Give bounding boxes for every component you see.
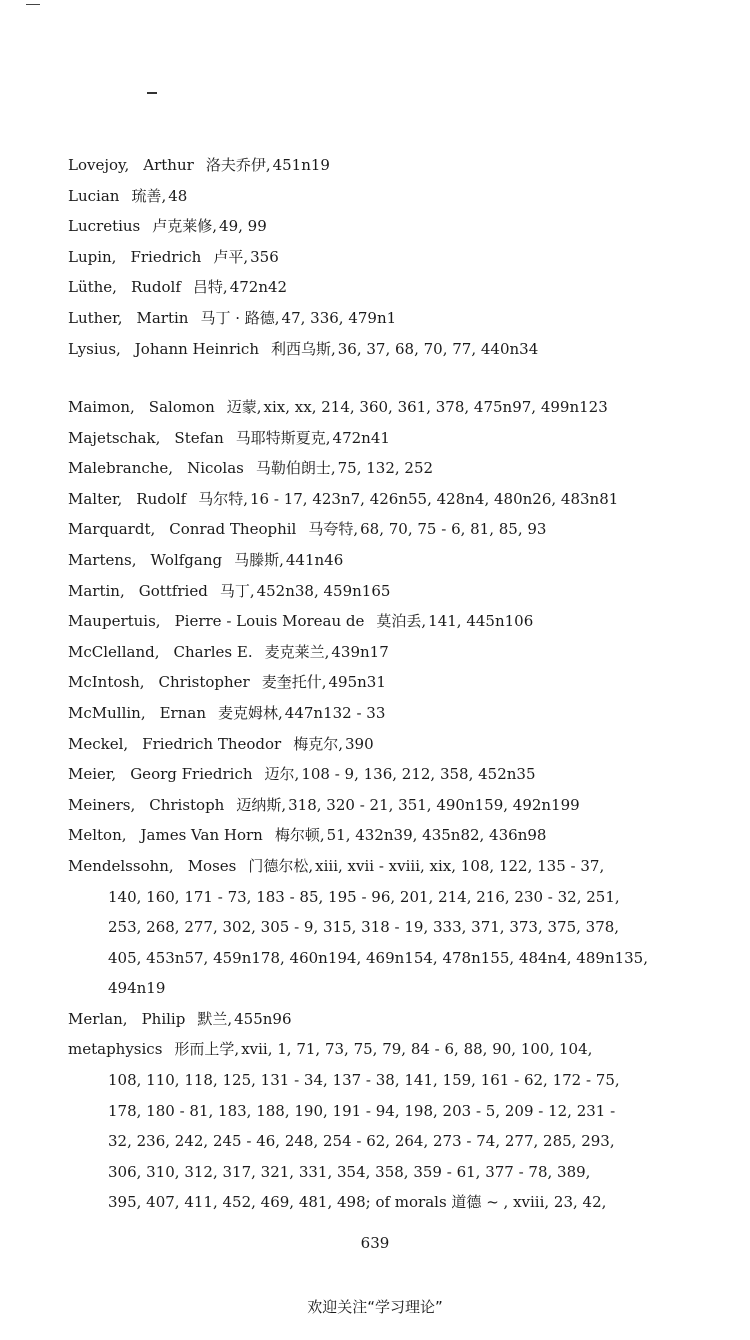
- index-entry: Malter, Rudolf 马尔特, 16 - 17, 423n7, 426n55, 428n4, 480n26, 483n81: [68, 489, 619, 508]
- index-entry: Lovejoy, Arthur 洛夫乔伊, 451n19: [68, 156, 330, 174]
- index-entry-mendelssohn: Mendelssohn, Moses 门德尔松, xiii, xvii - xviii, xix, 108, 122, 135 - 37, 140, 160, 171 - 73, 183 - 85, 195 - 96, 201, 214, 216, 230 - 32, 251, 253, 268, 277, 302, 305 - 9, 315, 318 - 19, 333, 371, 373, 375, 378, 405, 453n57, 459n178, 460n194, 469n154, 478n155, 484n4, 489n135, 494n19: [0, 851, 750, 1004]
- index-entry: Merlan, Philip 默兰, 455n96: [68, 1009, 292, 1028]
- continuation-line: 253, 268, 277, 302, 305 - 9, 315, 318 - 19, 333, 371, 373, 375, 378,: [108, 918, 620, 937]
- continuation-line: 32, 236, 242, 245 - 46, 248, 254 - 62, 264, 273 - 74, 277, 285, 293,: [108, 1132, 615, 1151]
- continuation-line: 108, 110, 118, 125, 131 - 34, 137 - 38, 141, 159, 161 - 62, 172 - 75,: [108, 1071, 620, 1090]
- index-entry: Luther, Martin 马丁 · 路德, 47, 336, 479n1: [68, 308, 397, 327]
- index-entry: Majetschak, Stefan 马耶特斯夏克, 472n41: [68, 428, 390, 447]
- index-entry: Maupertuis, Pierre - Louis Moreau de 莫泊丢, 141, 445n106: [68, 612, 534, 631]
- scan-mark: [147, 92, 157, 94]
- index-entry: Martin, Gottfried 马丁, 452n38, 459n165: [68, 581, 391, 600]
- index-entry: Maimon, Salomon 迈蒙, xix, xx, 214, 360, 361, 378, 475n97, 499n123: [68, 398, 608, 416]
- index-entry: Malebranche, Nicolas 马勒伯朗士, 75, 132, 252: [68, 459, 434, 478]
- index-entry: Lucian 琉善, 48: [68, 186, 188, 205]
- continuation-line: 405, 453n57, 459n178, 460n194, 469n154, 478n155, 484n4, 489n135,: [108, 948, 648, 967]
- continuation-line: 140, 160, 171 - 73, 183 - 85, 195 - 96, 201, 214, 216, 230 - 32, 251,: [108, 887, 620, 906]
- index-group-m: [0, 392, 750, 1218]
- index-entry: McClelland, Charles E. 麦克莱兰, 439n17: [68, 642, 389, 661]
- scan-mark: [26, 4, 40, 5]
- index-entry: Martens, Wolfgang 马滕斯, 441n46: [68, 550, 344, 569]
- index-entry-metaphysics: metaphysics 形而上学, xvii, 1, 71, 73, 75, 79, 84 - 6, 88, 90, 100, 104, 108, 110, 118, 125, 131 - 34, 137 - 38, 141, 159, 161 - 62, 172 - 75, 178, 180 - 81, 183, 188, 190, 191 - 94, 198, 203 - 5, 209 - 12, 231 - 32, 236, 242, 245 - 46, 248, 254 - 62, 264, 273 - 74, 277, 285, 293, 306, 310, 312, 317, 321, 331, 354, 358, 359 - 61, 377 - 78, 389, 395, 407, 411, 452, 469, 481, 498; of morals 道德 ~ , xviii, 23, 42,: [0, 1034, 750, 1218]
- index-entry: Lüthe, Rudolf 吕特, 472n42: [68, 278, 288, 297]
- index-entry: Meckel, Friedrich Theodor 梅克尔, 390: [68, 734, 374, 753]
- footer-note: 欢迎关注“学习理论”: [307, 1298, 443, 1316]
- continuation-line: 395, 407, 411, 452, 469, 481, 498; of morals 道德 ~ , xviii, 23, 42,: [108, 1193, 607, 1212]
- index-entry: Meier, Georg Friedrich 迈尔, 108 - 9, 136, 212, 358, 452n35: [68, 765, 536, 784]
- index-entry: Lupin, Friedrich 卢平, 356: [68, 247, 279, 266]
- index-entry: Lucretius 卢克莱修, 49, 99: [68, 217, 267, 236]
- index-entry: McMullin, Ernan 麦克姆林, 447n132 - 33: [68, 703, 386, 722]
- index-entry: Melton, James Van Horn 梅尔顿, 51, 432n39, 435n82, 436n98: [68, 826, 547, 845]
- continuation-line: 306, 310, 312, 317, 321, 331, 354, 358, 359 - 61, 377 - 78, 389,: [108, 1162, 591, 1181]
- index-group-l: [0, 150, 750, 364]
- index-entry: McIntosh, Christopher 麦奎托什, 495n31: [68, 673, 386, 692]
- index-entry: Marquardt, Conrad Theophil 马夸特, 68, 70, 75 - 6, 81, 85, 93: [68, 520, 547, 539]
- continuation-line: 178, 180 - 81, 183, 188, 190, 191 - 94, 198, 203 - 5, 209 - 12, 231 -: [108, 1101, 616, 1120]
- index-entry: Lysius, Johann Heinrich 利西乌斯, 36, 37, 68, 70, 77, 440n34: [68, 339, 539, 358]
- continuation-line: 494n19: [108, 979, 166, 998]
- index-entry: Meiners, Christoph 迈纳斯, 318, 320 - 21, 351, 490n159, 492n199: [68, 795, 580, 814]
- page-number: 639: [360, 1234, 390, 1252]
